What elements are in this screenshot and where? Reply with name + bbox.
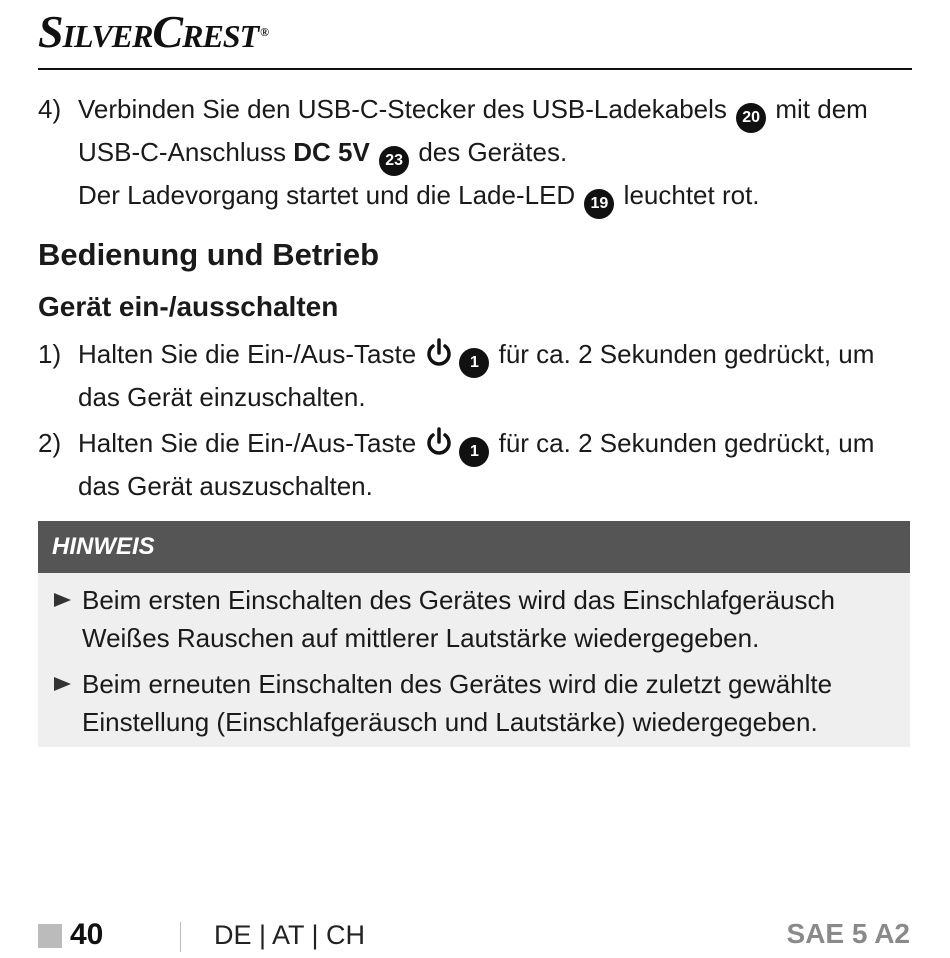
triangle-right-icon [54, 677, 71, 691]
part-badge-1: 1 [459, 348, 489, 378]
part-badge-1: 1 [459, 437, 489, 467]
intro-step-text: Verbinden Sie den USB-C-Stecker des USB-Ladekabels 20 mit dem USB-C-Anschluss DC 5V 23 des Gerätes. [78, 90, 910, 176]
intro-step-line2: Der Ladevorgang startet und die Lade-LED 19 leuchtet rot. [78, 176, 910, 219]
page-number: 40 [70, 918, 104, 951]
section-title: Bedienung und Betrieb [38, 237, 379, 272]
intro-step [38, 90, 910, 219]
part-badge-23: 23 [379, 146, 409, 176]
notice-box [38, 521, 910, 747]
triangle-right-icon [54, 593, 71, 607]
step-number: 2) [38, 428, 62, 458]
subsection-title: Gerät ein-/ausschalten [38, 291, 339, 322]
step-number: 1) [38, 339, 62, 369]
registered-mark: ® [260, 25, 269, 39]
footer-square-marker [38, 924, 62, 948]
power-icon [425, 427, 453, 457]
notice-title: HINWEIS [38, 521, 910, 573]
model-number: SAE 5 A2 [786, 918, 910, 949]
power-icon [425, 338, 453, 368]
step-number: 4) [38, 94, 62, 124]
dc-5v-label: DC 5V [293, 137, 370, 167]
country-codes: DE | AT | CH [214, 920, 366, 950]
part-badge-19: 19 [584, 189, 614, 219]
step-2: 2) Halten Sie die Ein-/Aus-Taste 1 für ca. 2 Sekunden gedrückt, um das Gerät auszuschalten. [38, 424, 910, 505]
page-content [38, 90, 910, 747]
footer-divider [180, 922, 181, 952]
notice-item: Beim ersten Einschalten des Gerätes wird das Einschlafgeräusch Weißes Rauschen auf mittlerer Lautstärke wiedergegeben. [38, 581, 910, 657]
step-1: 1) Halten Sie die Ein-/Aus-Taste 1 für ca. 2 Sekunden gedrückt, um das Gerät einzuschalten. [38, 335, 910, 416]
notice-item: Beim erneuten Einschalten des Gerätes wird die zuletzt gewählte Einstellung (Einschlafgeräusch und Lautstärke) wiedergegeben. [38, 665, 910, 741]
part-badge-20: 20 [736, 103, 766, 133]
page-footer [38, 918, 910, 958]
header-rule [38, 68, 912, 70]
brand-logo: SilverCrest ® [38, 6, 269, 57]
